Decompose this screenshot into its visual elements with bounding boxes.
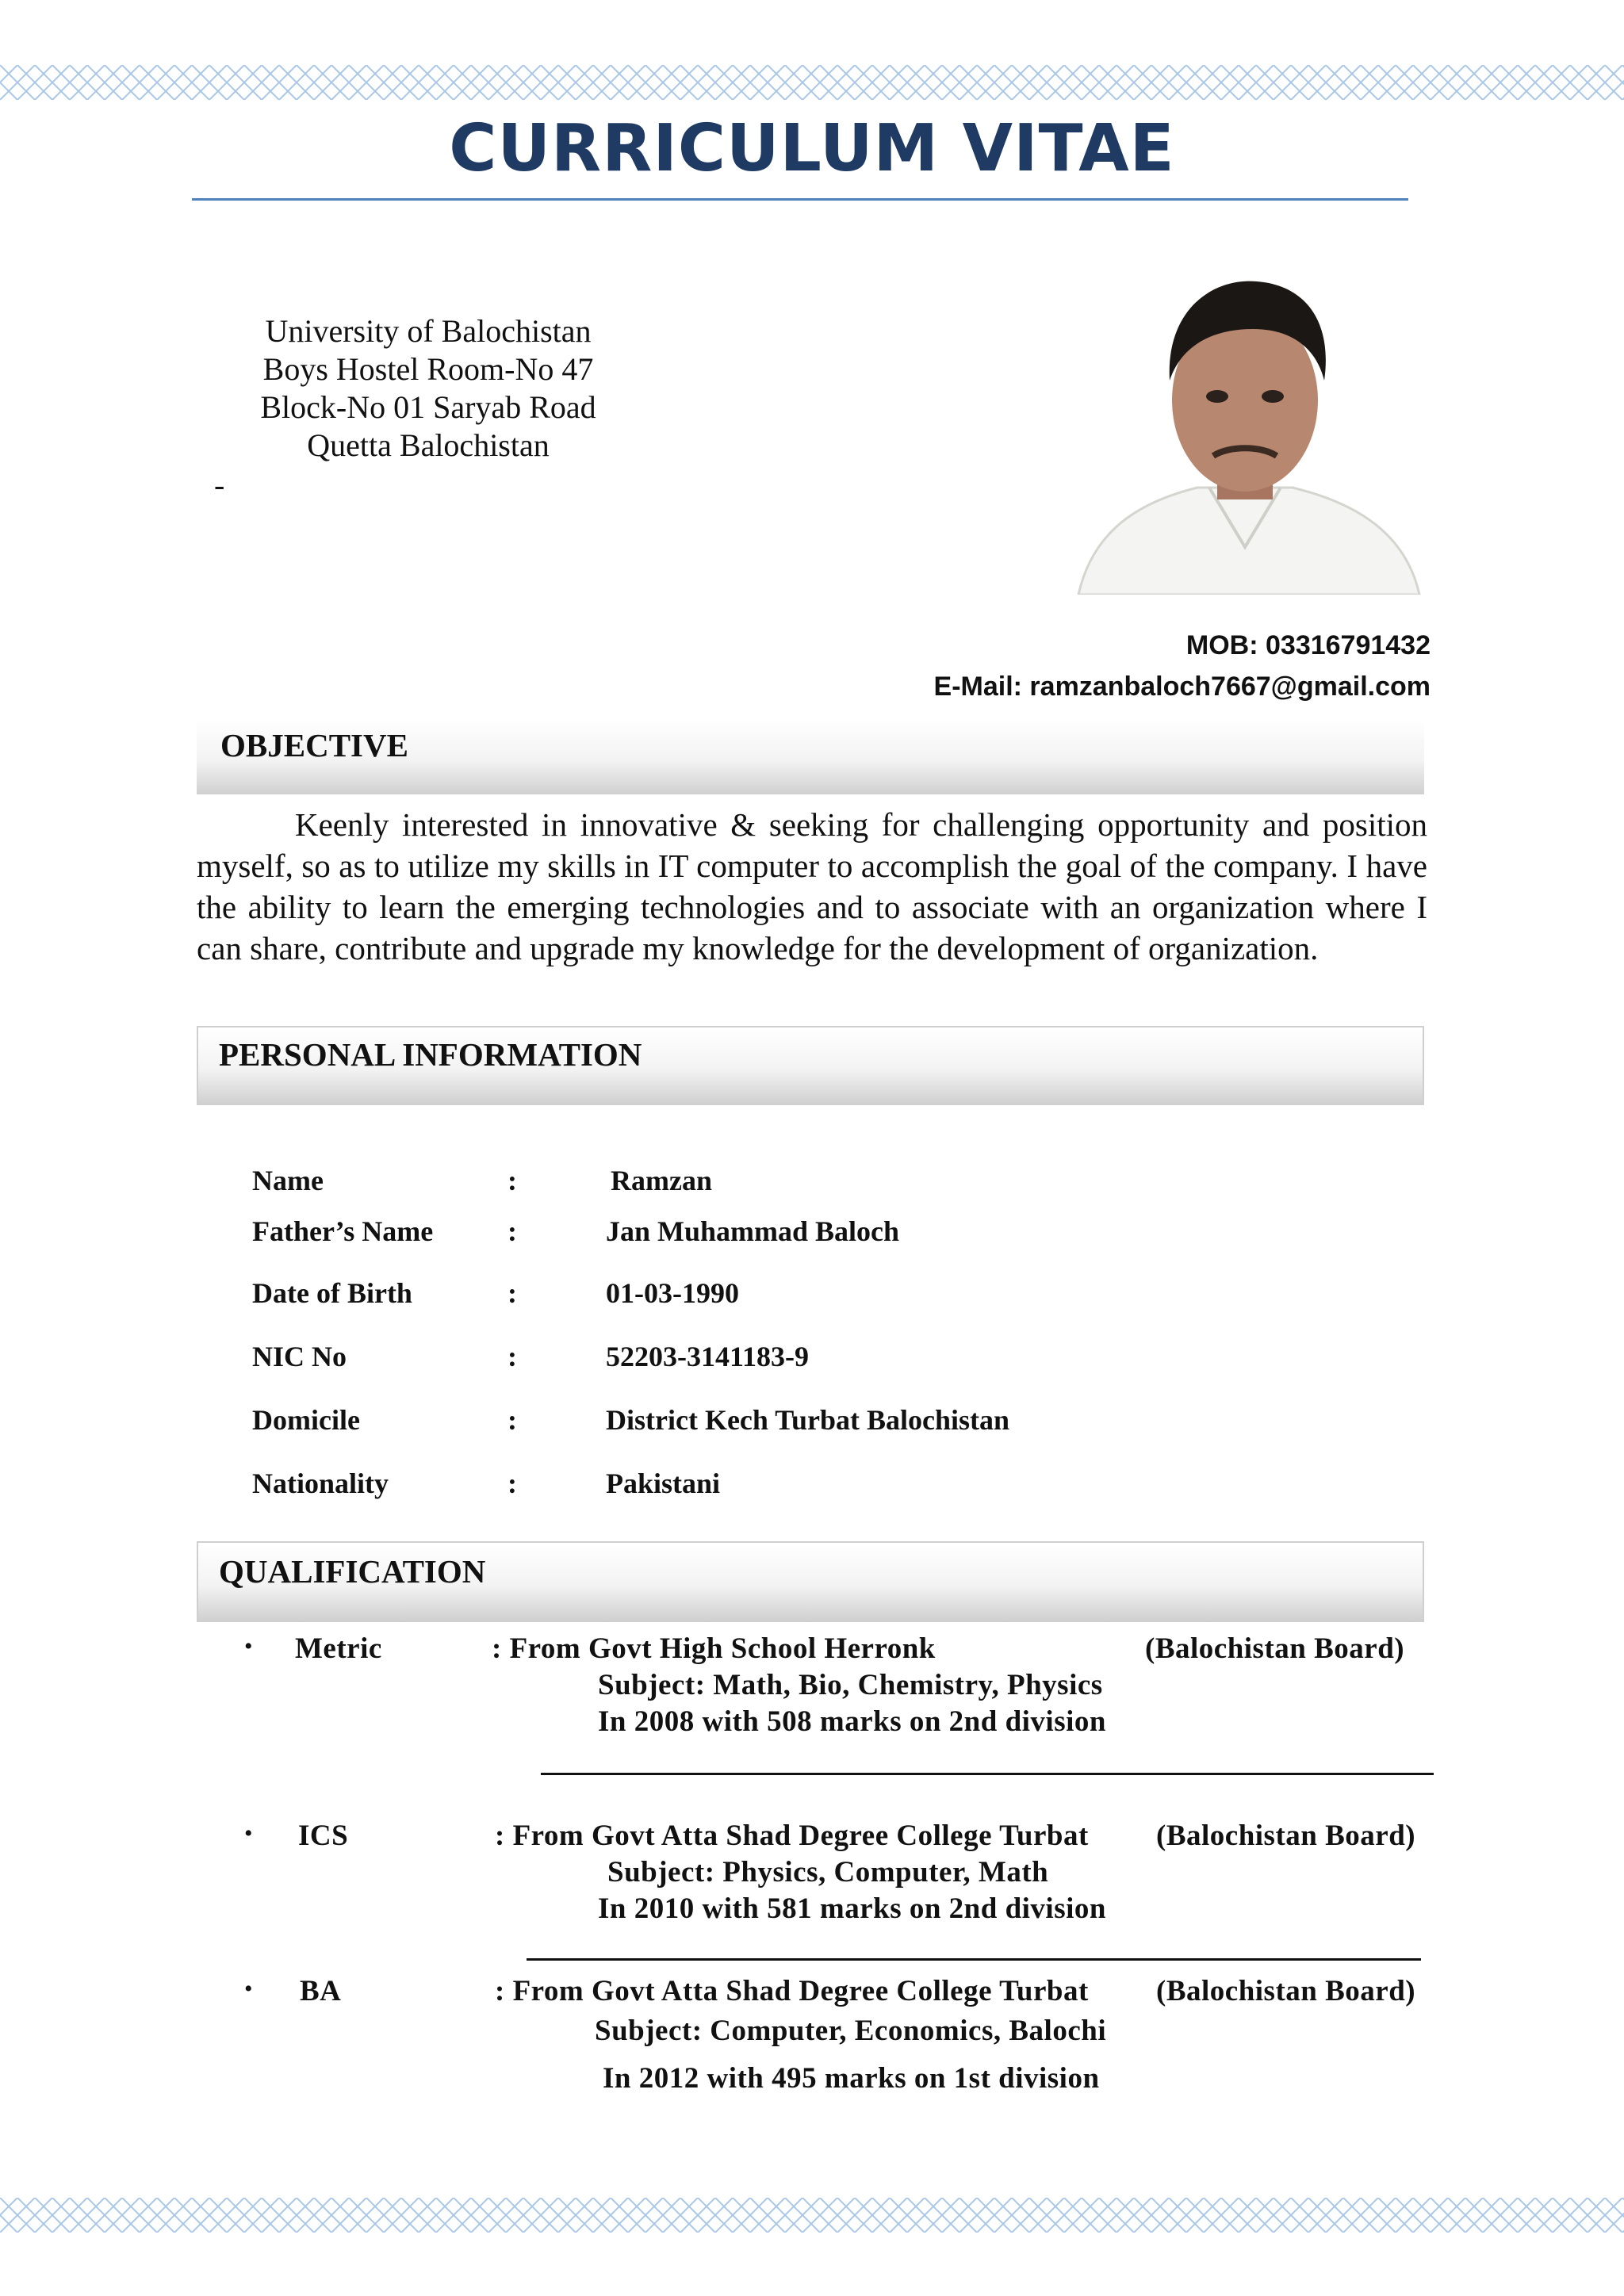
field-label: Name: [252, 1165, 324, 1196]
personal-info-section-header: [197, 1026, 1424, 1105]
field-label: NIC No: [252, 1341, 347, 1372]
qualification-institution: : From Govt Atta Shad Degree College Turbat: [495, 1975, 1089, 2007]
address-trailing-mark: -: [214, 467, 225, 503]
objective-text: Keenly interested in innovative & seeking for challenging opportunity and position myself, so as to utilize my skills in IT computer to accomplish the goal of the company. I have the ability to learn the emerging technologies and to associate with an organization where I can share, contribute and upgrade my knowledge for the development of organization.: [197, 806, 1427, 966]
field-label: Domicile: [252, 1404, 360, 1436]
field-separator: :: [508, 1215, 517, 1247]
qualification-subject: Subject: Physics, Computer, Math: [607, 1856, 1049, 1888]
qualification-board: (Balochistan Board): [1156, 1975, 1416, 2007]
personal-info-heading: PERSONAL INFORMATION: [219, 1036, 642, 1073]
bullet-icon: •: [244, 1976, 253, 2002]
address-block: [238, 312, 619, 465]
field-value: District Kech Turbat Balochistan: [606, 1404, 1010, 1436]
qualification-institution: : From Govt High School Herronk: [492, 1632, 936, 1665]
qualification-heading: QUALIFICATION: [219, 1553, 486, 1590]
field-separator: :: [508, 1277, 517, 1309]
address-line: Quetta Balochistan: [307, 427, 550, 463]
field-label: Date of Birth: [252, 1277, 412, 1309]
address-line: Block-No 01 Saryab Road: [260, 389, 596, 425]
field-label: Father’s Name: [252, 1215, 434, 1247]
objective-heading: OBJECTIVE: [220, 727, 408, 763]
field-separator: :: [508, 1468, 517, 1499]
address-line: Boys Hostel Room-No 47: [262, 351, 594, 387]
email-address: E-Mail: ramzanbaloch7667@gmail.com: [933, 672, 1431, 702]
field-separator: :: [508, 1341, 517, 1372]
qualification-subject: Subject: Math, Bio, Chemistry, Physics: [598, 1669, 1103, 1701]
bottom-decorative-border: [0, 2198, 1624, 2233]
qualification-level: ICS: [298, 1820, 349, 1852]
contact-block: [934, 625, 1431, 707]
top-decorative-border: [0, 65, 1624, 100]
qualification-board: (Balochistan Board): [1145, 1632, 1405, 1665]
qualification-level: BA: [300, 1975, 342, 2007]
title-underline: [192, 198, 1408, 201]
field-separator: :: [508, 1165, 517, 1196]
qualification-result: In 2010 with 581 marks on 2nd division: [598, 1892, 1106, 1925]
field-value: Ramzan: [611, 1165, 712, 1196]
qualification-result: In 2008 with 508 marks on 2nd division: [598, 1705, 1106, 1738]
mobile-number: MOB: 03316791432: [1185, 630, 1431, 660]
profile-photo: [1063, 262, 1427, 595]
qualification-board: (Balochistan Board): [1156, 1820, 1416, 1852]
field-separator: :: [508, 1404, 517, 1436]
bullet-icon: •: [244, 1820, 253, 1846]
qualification-institution: : From Govt Atta Shad Degree College Turbat: [495, 1820, 1089, 1852]
field-label: Nationality: [252, 1468, 389, 1499]
address-line: University of Balochistan: [265, 313, 592, 349]
qualification-section-header: [197, 1541, 1424, 1622]
objective-section-header: [197, 718, 1424, 794]
field-value: Pakistani: [606, 1468, 721, 1499]
field-value: 01-03-1990: [606, 1277, 739, 1309]
qualification-level: Metric: [295, 1632, 382, 1665]
qualification-result: In 2012 with 495 marks on 1st division: [603, 2062, 1100, 2095]
qualification-divider: [541, 1773, 1434, 1775]
field-value: 52203-3141183-9: [606, 1341, 809, 1372]
bullet-icon: •: [244, 1633, 253, 1659]
qualification-subject: Subject: Computer, Economics, Balochi: [595, 2015, 1107, 2047]
qualification-divider: [527, 1958, 1421, 1961]
page-title: CURRICULUM VITAE: [449, 111, 1175, 186]
field-value: Jan Muhammad Baloch: [606, 1215, 900, 1247]
